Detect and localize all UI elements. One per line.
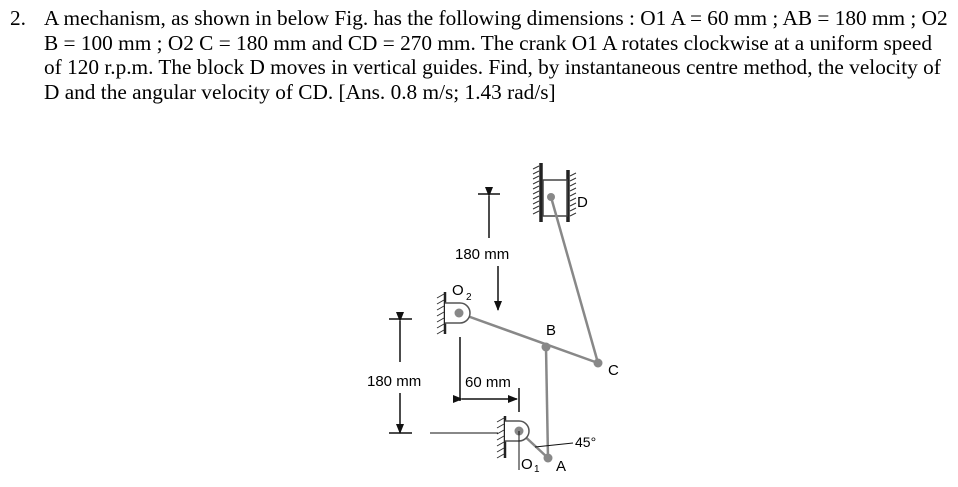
angle-leader [535, 443, 573, 447]
label-c: C [608, 362, 619, 379]
label-d: D [577, 194, 588, 211]
dimension-label-lower: 180 mm [367, 373, 422, 390]
joint-a [544, 454, 553, 463]
label-o2-subscript: 2 [466, 292, 472, 303]
label-a: A [556, 458, 567, 475]
problem-number: 2. [10, 6, 26, 30]
joint-o2 [455, 309, 464, 318]
joint-b [542, 343, 551, 352]
link-cd [551, 197, 598, 363]
joint-d [547, 193, 555, 201]
label-o2: O [452, 282, 464, 299]
label-o1-subscript: 1 [534, 464, 540, 475]
angle-label: 45° [575, 434, 597, 450]
link-ab [546, 347, 548, 458]
problem-text: A mechanism, as shown in below Fig. has the following dimensions : O1 A = 60 mm ; AB = 180 mm ; O2 B = 100 mm ; O2 C = 180 mm and CD = 270 mm. The crank O1 A rotates clockwise at a uniform speed of 120 r.p.m. The block D moves in vertical guides. Find, by instantaneous centre method, the velocity of D and the angular velocity of CD. [Ans. 0.8 m/s; 1.43 rad/s] [44, 6, 948, 104]
label-b: B [546, 322, 557, 339]
joint-c [594, 359, 603, 368]
dimension-label-upper: 180 mm [455, 246, 510, 263]
fixed-pivot-o1 [497, 416, 529, 458]
link-o2c [459, 313, 598, 363]
dimension-label-horizontal: 60 mm [465, 374, 511, 391]
label-o1: O [521, 456, 533, 473]
